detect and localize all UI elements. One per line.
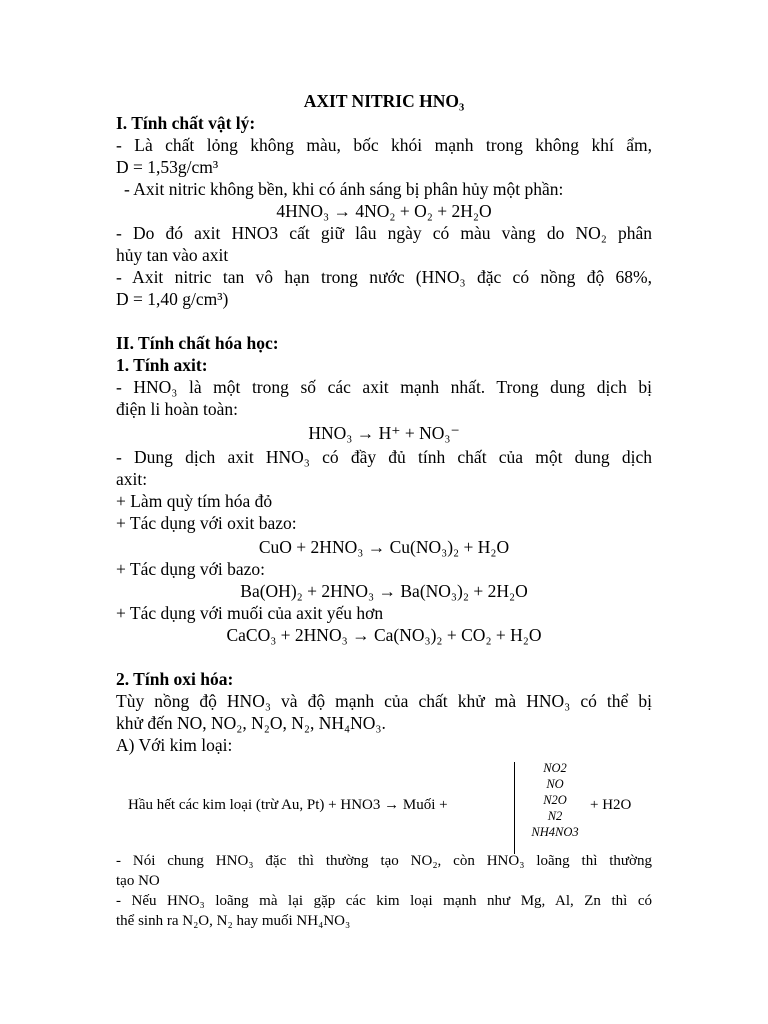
paragraph-9-line-2: thể sinh ra N₂O, N₂ hay muối NH₄NO₃: [116, 913, 351, 929]
product-item: N2: [547, 809, 563, 823]
equation-cuo: CuO + 2HNO₃ → Cu(NO₃)₂ + H₂O: [258, 537, 510, 557]
paragraph-1-line-2: D = 1,53g/cm³: [116, 157, 219, 177]
equation-metal-left: Hầu hết các kim loại (trừ Au, Pt) + HNO3 → Muối +: [128, 797, 448, 813]
paragraph-1-line-1: - Là chất lỏng không màu, bốc khói mạnh trong không khí ẩm,: [116, 135, 652, 155]
equation-decomposition: 4HNO₃ → 4NO₂ + O₂ + 2H₂O: [276, 201, 492, 221]
paragraph-6-line-2: axit:: [116, 469, 148, 489]
paragraph-7-line-1: Tùy nồng độ HNO₃ và độ mạnh của chất khử mà HNO₃ có thể bị: [116, 691, 652, 711]
section-2-heading: II. Tính chất hóa học:: [116, 333, 279, 353]
product-item: NO: [546, 777, 564, 791]
paragraph-6-line-1: - Dung dịch axit HNO₃ có đầy đủ tính chất của một dung dịch: [116, 447, 652, 467]
document-title: AXIT NITRIC HNO₃: [303, 91, 465, 111]
equation-baoh2: Ba(OH)₂ + 2HNO₃ → Ba(NO₃)₂ + 2H₂O: [240, 581, 528, 601]
equation-metal-right: + H2O: [590, 797, 632, 813]
equation-caco3: CaCO₃ + 2HNO₃ → Ca(NO₃)₂ + CO₂ + H₂O: [226, 625, 542, 645]
paragraph-8-line-1: - Nói chung HNO₃ đặc thì thường tạo NO₂, còn HNO₃ loãng thì thường: [116, 853, 652, 869]
subsection-1-heading: 1. Tính axit:: [116, 355, 208, 375]
paragraph-4-line-2: D = 1,40 g/cm³): [116, 289, 229, 309]
bullet-basic-oxide: + Tác dụng với oxit bazo:: [116, 513, 297, 533]
paragraph-8-line-2: tạo NO: [116, 873, 160, 889]
paragraph-9-line-1: - Nếu HNO₃ loãng mà lại gặp các kim loại mạnh như Mg, Al, Zn thì có: [116, 893, 652, 909]
equation-ionization: HNO₃ → H⁺ + NO₃⁻: [308, 423, 460, 443]
product-item: N2O: [543, 793, 567, 807]
product-item: NH4NO3: [531, 825, 579, 839]
bullet-salt: + Tác dụng với muối của axit yếu hơn: [116, 603, 384, 623]
paragraph-7-line-2: khử đến NO, NO₂, N₂O, N₂, NH₄NO₃.: [116, 713, 386, 733]
paragraph-5-line-1: - HNO₃ là một trong số các axit mạnh nhất. Trong dung dịch bị: [116, 377, 652, 397]
product-item: NO2: [543, 761, 567, 775]
paragraph-3-line-1: - Do đó axit HNO3 cất giữ lâu ngày có màu vàng do NO₂ phân: [116, 223, 652, 243]
paragraph-5-line-2: điện li hoàn toàn:: [116, 399, 238, 419]
product-list: [520, 760, 590, 840]
paragraph-3-line-2: hủy tan vào axit: [116, 245, 229, 265]
part-a-heading: A) Với kim loại:: [116, 735, 233, 755]
subsection-2-heading: 2. Tính oxi hóa:: [116, 669, 234, 689]
bullet-base: + Tác dụng với bazo:: [116, 559, 266, 579]
paragraph-4-line-1: - Axit nitric tan vô hạn trong nước (HNO₃ đặc có nồng độ 68%,: [116, 267, 652, 287]
paragraph-2-line-1: - Axit nitric không bền, khi có ánh sáng bị phân hủy một phần:: [124, 179, 564, 199]
bullet-litmus: + Làm quỳ tím hóa đỏ: [116, 491, 273, 511]
section-1-heading: I. Tính chất vật lý:: [116, 113, 256, 133]
